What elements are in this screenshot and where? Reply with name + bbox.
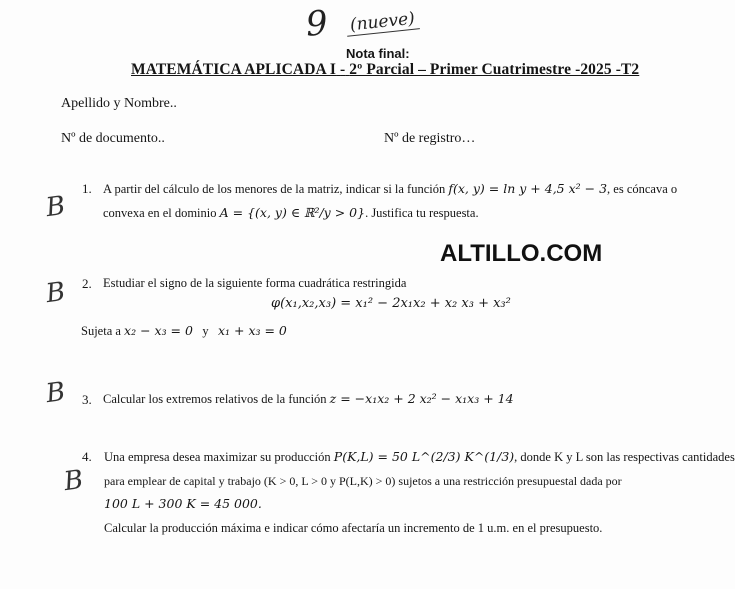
q1-line2	[103, 204, 479, 222]
q4-line2: para emplear de capital y trabajo (K > 0, L > 0 y P(L,K) > 0) sujetos a una restricción presupuestal dada por	[104, 474, 622, 488]
q3-number: 3.	[82, 392, 92, 407]
q4-line4: Calcular la producción máxima e indicar cómo afectaría un incremento de 1 u.m. en el presupuesto.	[104, 521, 603, 535]
name-field-label: Apellido y Nombre..	[61, 96, 177, 111]
q3-mark: B	[44, 376, 68, 410]
q4-text-end: , donde K y L son las respectivas cantidades	[514, 450, 735, 464]
q1-text2-end: . Justifica tu respuesta.	[365, 206, 479, 220]
q2-constraint-2: x₁ + x₃ = 0	[217, 323, 287, 338]
q1-mark: B	[44, 190, 68, 224]
q2-line1: Estudiar el signo de la siguiente forma cuadrática restringida	[103, 276, 407, 290]
q3-line1	[103, 390, 514, 408]
document-field-label: Nº de documento..	[61, 131, 165, 146]
watermark: ALTILLO.COM	[440, 240, 603, 267]
q3-function: z = −x₁x₂ + 2 x₂² − x₁x₃ + 14	[329, 391, 514, 406]
q1-number: 1.	[82, 181, 92, 196]
title-subject: MATEMÁTICA APLICADA I	[131, 61, 337, 78]
handwritten-grade-word: (nueve)	[345, 8, 420, 37]
q1-text-end: , es cóncava o	[607, 182, 678, 196]
title-exam-info: 2º Parcial – Primer Cuatrimestre -2025 -T2	[349, 61, 640, 78]
q1-function: f(x, y) = ln y + 4,5 x² − 3	[448, 181, 608, 196]
q2-constraints	[81, 322, 287, 340]
q1-text: A partir del cálculo de los menores de la matriz, indicar si la función	[103, 182, 446, 196]
registration-field-label: Nº de registro…	[384, 131, 476, 146]
q2-constraint-joiner: y	[202, 324, 209, 338]
q2-number: 2.	[82, 276, 92, 291]
exam-title	[131, 61, 639, 79]
q4-number: 4.	[82, 449, 92, 464]
q4-line1	[104, 448, 735, 466]
handwritten-grade: 9	[304, 3, 330, 45]
title-separator: -	[340, 61, 346, 78]
q3-text: Calcular los extremos relativos de la función	[103, 392, 327, 406]
q1-line1	[103, 180, 677, 198]
q4-production-function: P(K,L) = 50 L^(2/3) K^(1/3)	[333, 449, 515, 464]
q2-constraint-1: x₂ − x₃ = 0	[124, 323, 193, 338]
q1-domain: A = {(x, y) ∈ ℝ²/y > 0}	[219, 205, 366, 220]
q4-budget-constraint: 100 L + 300 K = 45 000.	[104, 496, 262, 511]
q4-mark: B	[62, 464, 86, 498]
q1-text2: convexa en el dominio	[103, 206, 217, 220]
q2-quadratic-form: φ(x₁,x₂,x₃) = x₁² − 2x₁x₂ + x₂ x₃ + x₃²	[271, 296, 511, 311]
grade-label: Nota final:	[346, 46, 410, 61]
q2-mark: B	[44, 276, 68, 310]
q4-text: Una empresa desea maximizar su producción	[104, 450, 331, 464]
q2-constraint-label: Sujeta a	[81, 324, 121, 338]
